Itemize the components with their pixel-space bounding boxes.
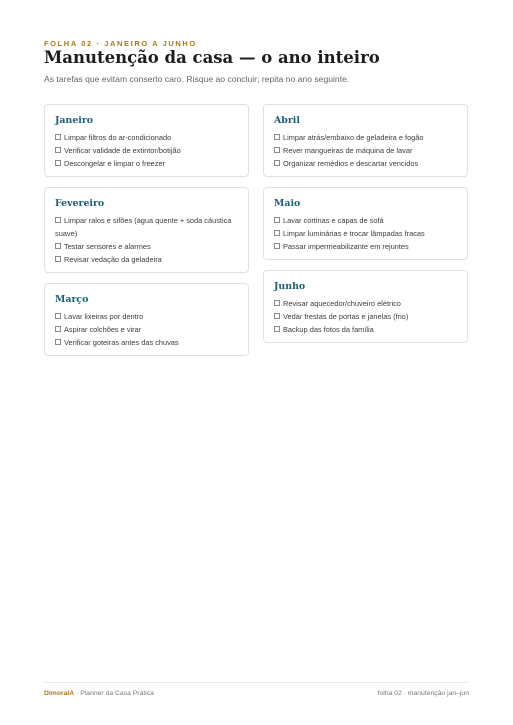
task-item[interactable] [274, 323, 457, 336]
task-item[interactable] [55, 131, 238, 144]
task-item[interactable] [274, 144, 457, 157]
task-item[interactable] [274, 131, 457, 144]
month-card-fevereiro [44, 187, 249, 273]
checkbox-icon[interactable] [55, 243, 61, 249]
page-subtitle: As tarefas que evitam conserto caro. Risque ao concluir; repita no ano seguinte. [44, 74, 350, 84]
sheet-kicker: FOLHA 02 · JANEIRO A JUNHO [44, 39, 197, 48]
task-item[interactable] [55, 240, 238, 253]
planner-page [44, 0, 469, 725]
task-item[interactable] [55, 157, 238, 170]
page-title: Manutenção da casa — o ano inteiro [44, 48, 380, 67]
checkbox-icon[interactable] [274, 300, 280, 306]
task-item[interactable] [55, 144, 238, 157]
month-card-maio [263, 187, 468, 260]
task-label: Testar sensores e alarmes [64, 242, 151, 251]
left-column [44, 104, 249, 366]
month-card-marco [44, 283, 249, 356]
checkbox-icon[interactable] [274, 243, 280, 249]
task-label: Limpar ralos e sifões (água quente + soda cáustica suave) [55, 216, 232, 238]
task-label: Verificar validade de extintor/botijão [64, 146, 181, 155]
task-label: Revisar vedação da geladeira [64, 255, 162, 264]
task-label: Descongelar e limpar o freezer [64, 159, 166, 168]
task-item[interactable] [274, 240, 457, 253]
month-card-janeiro [44, 104, 249, 177]
checkbox-icon[interactable] [55, 326, 61, 332]
task-item[interactable] [274, 227, 457, 240]
month-title: Maio [274, 198, 301, 209]
task-list [274, 297, 457, 336]
footer-divider [44, 682, 469, 683]
task-label: Rever mangueiras de máquina de lavar [283, 146, 413, 155]
task-list [55, 131, 238, 170]
footer-left [44, 690, 154, 697]
month-title: Fevereiro [55, 198, 105, 209]
checkbox-icon[interactable] [274, 134, 280, 140]
task-item[interactable] [274, 214, 457, 227]
task-item[interactable] [274, 157, 457, 170]
task-list [274, 131, 457, 170]
task-label: Passar impermeabilizante em rejuntes [283, 242, 409, 251]
footer-right: folha 02 · manutenção jan–jun [377, 690, 469, 697]
right-column [263, 104, 468, 353]
task-label: Verificar goteiras antes das chuvas [64, 338, 179, 347]
month-card-abril [263, 104, 468, 177]
month-title: Janeiro [55, 115, 94, 126]
month-title: Abril [274, 115, 300, 126]
task-item[interactable] [55, 214, 238, 240]
checkbox-icon[interactable] [55, 147, 61, 153]
task-item[interactable] [55, 253, 238, 266]
checkbox-icon[interactable] [274, 217, 280, 223]
checkbox-icon[interactable] [274, 160, 280, 166]
task-label: Vedar frestas de portas e janelas (frio) [283, 312, 409, 321]
checkbox-icon[interactable] [55, 313, 61, 319]
checkbox-icon[interactable] [274, 326, 280, 332]
task-list [274, 214, 457, 253]
task-item[interactable] [55, 336, 238, 349]
task-label: Organizar remédios e descartar vencidos [283, 159, 419, 168]
task-list [55, 214, 238, 266]
month-title: Março [55, 294, 89, 305]
checkbox-icon[interactable] [55, 256, 61, 262]
checkbox-icon[interactable] [274, 230, 280, 236]
task-label: Limpar luminárias e trocar lâmpadas fracas [283, 229, 425, 238]
task-label: Backup das fotos da família [283, 325, 374, 334]
task-label: Limpar filtros do ar-condicionado [64, 133, 172, 142]
task-item[interactable] [274, 297, 457, 310]
checkbox-icon[interactable] [274, 147, 280, 153]
month-card-junho [263, 270, 468, 343]
footer-left-text: · Planner da Casa Prática [74, 690, 154, 697]
task-label: Lavar cortinas e capas de sofá [283, 216, 384, 225]
checkbox-icon[interactable] [55, 217, 61, 223]
task-list [55, 310, 238, 349]
task-label: Revisar aquecedor/chuveiro elétrico [283, 299, 401, 308]
task-item[interactable] [55, 310, 238, 323]
task-item[interactable] [274, 310, 457, 323]
checkbox-icon[interactable] [55, 160, 61, 166]
task-label: Limpar atrás/embaixo de geladeira e fogão [283, 133, 424, 142]
checkbox-icon[interactable] [55, 134, 61, 140]
task-label: Lavar lixeiras por dentro [64, 312, 144, 321]
checkbox-icon[interactable] [55, 339, 61, 345]
month-title: Junho [274, 281, 306, 292]
brand-name: DimoraIA [44, 690, 75, 697]
task-item[interactable] [55, 323, 238, 336]
task-label: Aspirar colchões e virar [64, 325, 142, 334]
checkbox-icon[interactable] [274, 313, 280, 319]
